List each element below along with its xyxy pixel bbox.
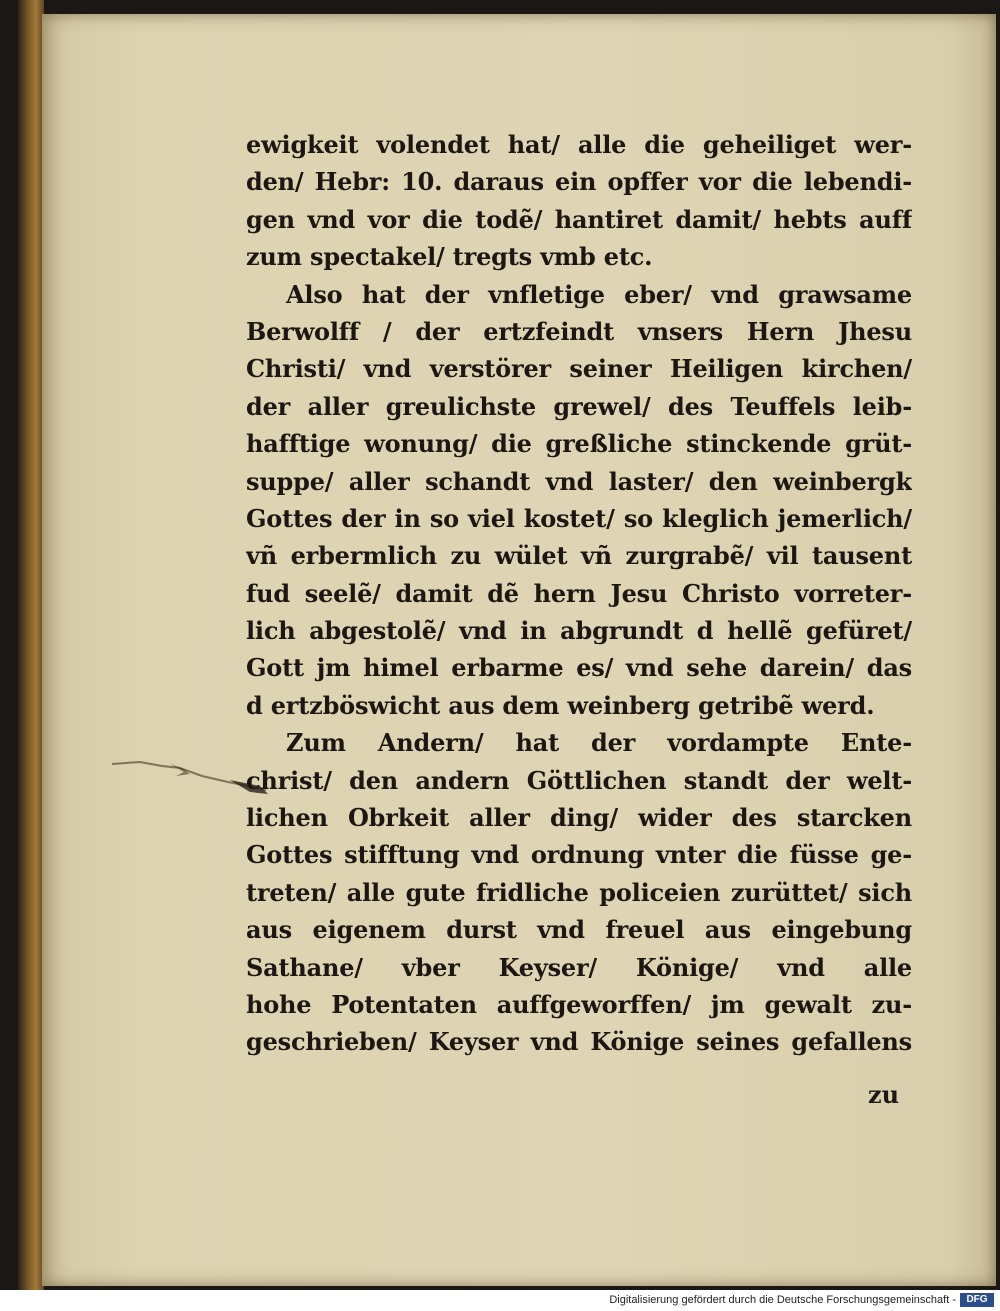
text-line: ewigkeit volendet hat/ alle die geheiliget wer- xyxy=(246,130,912,159)
text-line: lichen Obrkeit aller ding/ wider des starcken xyxy=(246,803,912,833)
text-line: treten/ alle gute fridliche policeien zurüttet/ sich xyxy=(246,877,912,907)
text-line: fud seelẽ/ damit dẽ hern Jesu Christo vorreter- xyxy=(246,578,912,608)
text-line: lich abgestolẽ/ vnd in abgrundt d hellẽ gefüret/ xyxy=(246,616,912,646)
text-line: der aller greulichste grewel/ des Teuffels leib- xyxy=(246,391,912,421)
text-line: zum spectakel/ tregts vmb etc. xyxy=(246,242,653,272)
text-line: d ertzböswicht aus dem weinberg getribẽ werd. xyxy=(246,690,875,720)
text-line: Gottes der in so viel kostet/ so kleglich jemerlich/ xyxy=(246,503,912,533)
footer-bar xyxy=(0,1290,1000,1311)
text-line: gen vnd vor die todẽ/ hantiret damit/ hebts auff xyxy=(246,204,912,234)
text-line: Christi/ vnd verstörer seiner Heiligen kirchen/ xyxy=(246,354,912,384)
text-line: aus eigenem durst vnd freuel aus eingebung xyxy=(246,915,912,945)
text-line: Zum Andern/ hat der vordampte Ente- xyxy=(286,728,912,758)
funding-note: Digitalisierung gefördert durch die Deutsche Forschungsgemeinschaft - xyxy=(609,1294,956,1306)
book-edge xyxy=(18,0,44,1290)
text-line: hafftige wonung/ die greßliche stinckende grüt- xyxy=(246,429,912,459)
text-line: suppe/ aller schandt vnd laster/ den weinbergk xyxy=(246,466,912,496)
text-line: Berwolff / der ertzfeindt vnsers Hern Jhesu xyxy=(246,316,912,346)
dfg-logo: DFG xyxy=(960,1293,994,1307)
body-text xyxy=(246,126,912,1061)
text-line: geschrieben/ Keyser vnd Könige seines gefallens xyxy=(246,1027,912,1057)
text-line: vñ erbermlich zu wület vñ zurgrabẽ/ vil tausent xyxy=(246,541,912,571)
text-line: den/ Hebr: 10. daraus ein opffer vor die lebendi- xyxy=(246,167,912,197)
text-line: Gott jm himel erbarme es/ vnd sehe darein/ das xyxy=(246,653,912,683)
text-line: Gottes stifftung vnd ordnung vnter die füsse ge- xyxy=(246,840,912,870)
text-line: hohe Potentaten auffgeworffen/ jm gewalt zu- xyxy=(246,989,912,1019)
text-line: Also hat der vnfletige eber/ vnd grawsame xyxy=(286,279,912,309)
text-line: Sathane/ vber Keyser/ Könige/ vnd alle xyxy=(246,952,912,982)
catchword: zu xyxy=(868,1080,900,1109)
text-line: christ/ den andern Göttlichen standt der welt- xyxy=(246,765,912,795)
